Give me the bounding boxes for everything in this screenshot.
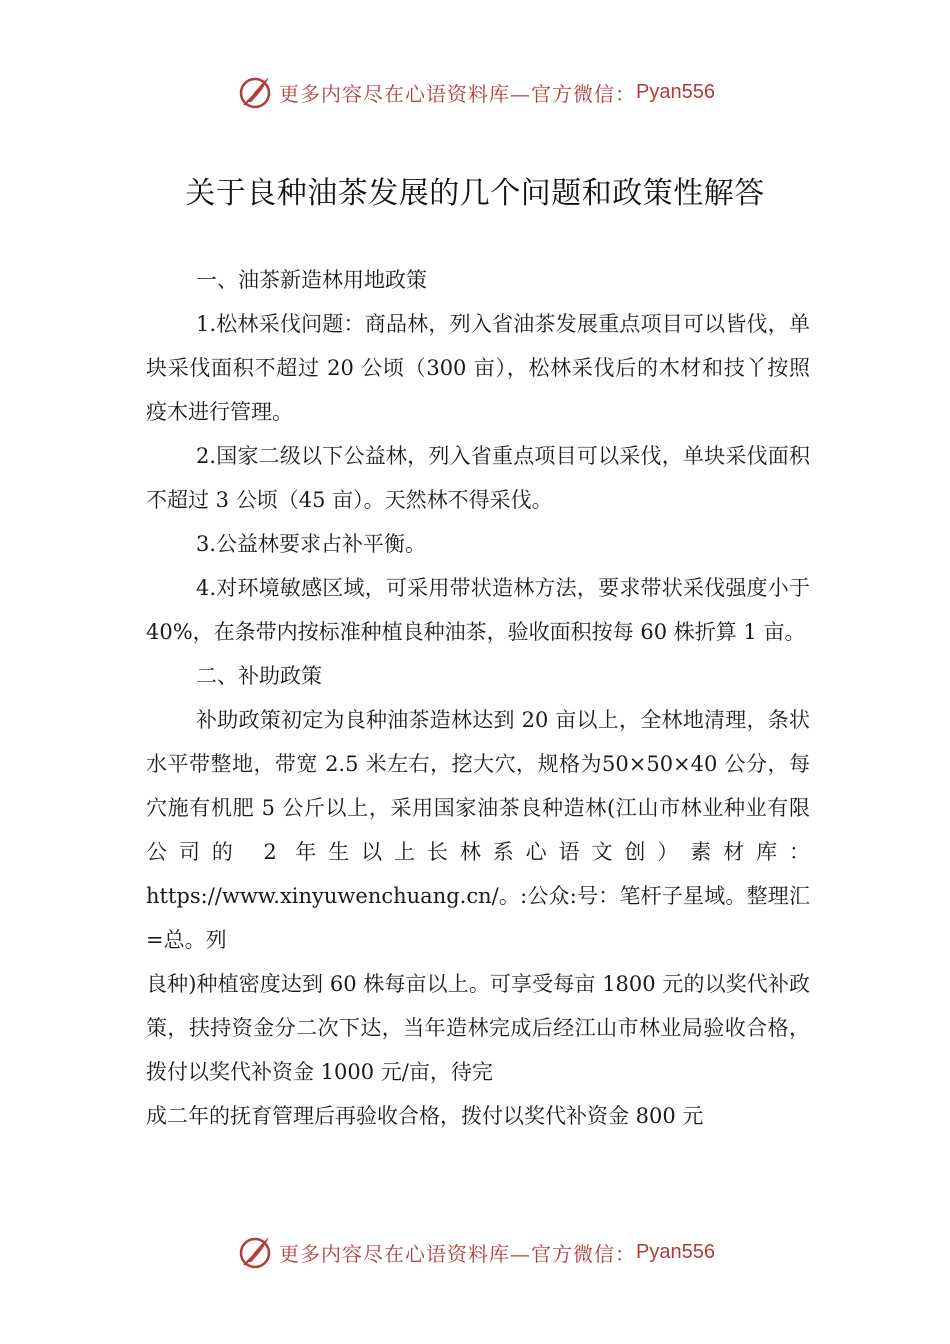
section-heading: 二、补助政策 — [196, 664, 322, 688]
quill-logo-icon — [235, 1232, 275, 1272]
footer-banner — [0, 1230, 950, 1274]
paragraph: 补助政策初定为良种油茶造林达到 20 亩以上，全林地清理，条状水平带整地，带宽 2.5 米左右，挖大穴，规格为50×50×40 公分，每穴施有机肥 5 公斤以上，采用国家油茶良种造林(江山市林业种业有限公司的 2 年生以上长林系心语文创）素材库：https://www.xinyuwenchuang.cn/。:公众:号：笔杆子星域。整理汇=总。列 — [146, 708, 810, 952]
quill-logo-icon — [235, 72, 275, 112]
document-body — [146, 258, 810, 1138]
paragraph: 良种)种植密度达到 60 株每亩以上。可享受每亩 1800 元的以奖代补政策，扶持资金分二次下达，当年造林完成后经江山市林业局验收合格，拨付以奖代补资金 1000 元/亩，待完 — [146, 972, 810, 1084]
section-heading: 一、油茶新造林用地政策 — [196, 268, 427, 292]
header-banner — [0, 70, 950, 114]
paragraph: 1.松林采伐问题：商品林，列入省油茶发展重点项目可以皆伐，单块采伐面积不超过 20 公顷（300 亩），松林采伐后的木材和技丫按照疫木进行管理。 — [146, 312, 810, 424]
paragraph: 成二年的抚育管理后再验收合格，拨付以奖代补资金 800 元 — [146, 1104, 704, 1128]
footer-banner-account: Pyan556 — [636, 1240, 715, 1263]
paragraph: 2.国家二级以下公益林，列入省重点项目可以采伐，单块采伐面积不超过 3 公顷（45 亩）。天然林不得采伐。 — [146, 444, 810, 512]
header-banner-text: 更多内容尽在心语资料库—官方微信： — [279, 81, 637, 106]
header-banner-account: Pyan556 — [636, 80, 715, 103]
page-title: 关于良种油茶发展的几个问题和政策性解答 — [185, 176, 765, 211]
footer-banner-text: 更多内容尽在心语资料库—官方微信： — [279, 1241, 637, 1266]
paragraph: 4.对环境敏感区域，可采用带状造林方法，要求带状采伐强度小于 40%，在条带内按标准种植良种油茶，验收面积按每 60 株折算 1 亩。 — [146, 576, 810, 644]
paragraph: 3.公益林要求占补平衡。 — [196, 532, 427, 556]
